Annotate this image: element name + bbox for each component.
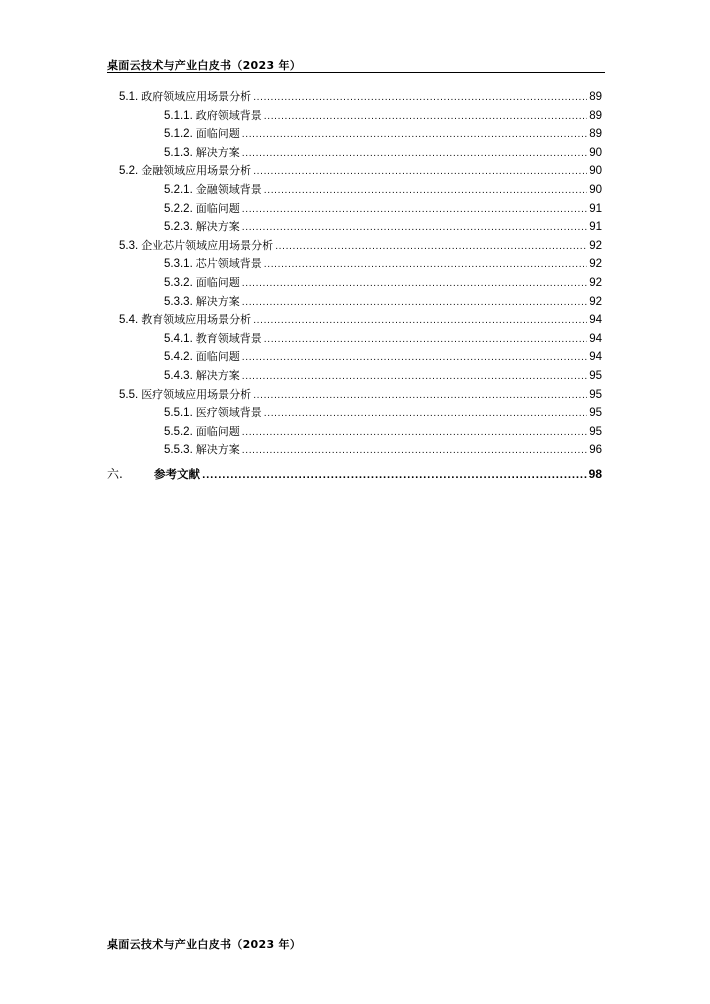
- toc-entry-page: 98: [588, 466, 602, 481]
- toc-entry-number: 5.1.: [119, 91, 139, 103]
- toc-dot-leader: [202, 465, 587, 486]
- toc-entry[interactable]: [107, 217, 602, 236]
- toc-entry-page: 91: [589, 221, 602, 234]
- toc-entry-page: 95: [589, 425, 602, 438]
- toc-dot-leader: [242, 366, 587, 387]
- toc-entry[interactable]: [107, 199, 602, 218]
- toc-entry-page: 94: [589, 351, 602, 364]
- toc-entry-page: 96: [589, 444, 602, 457]
- toc-dot-leader: [264, 329, 587, 350]
- toc-entry-title: 金融领域应用场景分析: [141, 164, 252, 178]
- toc-entry-number: 5.5.1.: [164, 407, 193, 420]
- toc-dot-leader: [253, 87, 587, 108]
- toc-entry-title: 解决方案: [195, 220, 240, 234]
- toc-entry-title: 政府领域背景: [195, 108, 262, 122]
- toc-entry-page: 92: [589, 276, 602, 289]
- toc-entry-page: 95: [589, 388, 602, 401]
- toc-entry[interactable]: [107, 273, 602, 292]
- toc-entry-page: 95: [589, 369, 602, 382]
- toc-entry-number: 5.3.2.: [164, 276, 193, 289]
- toc-entry-number: 5.2.: [119, 165, 139, 178]
- toc-entry-page: 91: [589, 202, 602, 215]
- toc-entry-title: 教育领域应用场景分析: [141, 313, 252, 327]
- toc-entry-page: 94: [589, 332, 602, 345]
- toc-entry-number: 5.3.: [119, 239, 139, 252]
- toc-entry-number: 5.3.1.: [164, 258, 193, 271]
- toc-dot-leader: [264, 180, 587, 201]
- toc-entry-title: 金融领域背景: [195, 182, 262, 196]
- toc-entry[interactable]: [107, 440, 602, 459]
- toc-entry-number: 5.4.3.: [164, 369, 193, 382]
- toc-dot-leader: [242, 440, 587, 461]
- toc-entry-number: 5.1.2.: [164, 128, 193, 141]
- toc-entry[interactable]: [107, 180, 602, 199]
- toc-dot-leader: [264, 254, 587, 275]
- toc-entry-title: 政府领域应用场景分析: [141, 90, 252, 103]
- toc-entry-page: 92: [589, 258, 602, 271]
- toc-dot-leader: [242, 199, 587, 220]
- table-of-contents: [107, 87, 602, 483]
- toc-entry-title: 解决方案: [195, 368, 240, 382]
- toc-entry[interactable]: [107, 143, 602, 162]
- toc-entry-number: 5.5.: [119, 388, 139, 401]
- toc-entry-page: 89: [589, 109, 602, 122]
- toc-entry-page: 90: [589, 165, 602, 178]
- toc-dot-leader: [242, 143, 587, 164]
- toc-entry[interactable]: [107, 422, 602, 441]
- toc-entry[interactable]: [107, 254, 602, 273]
- toc-entry-title: 企业芯片领域应用场景分析: [141, 238, 274, 252]
- toc-entry[interactable]: [107, 329, 602, 348]
- toc-entry-title: 面临问题: [195, 424, 240, 438]
- toc-entry-page: 90: [589, 183, 602, 196]
- toc-dot-leader: [242, 347, 587, 368]
- toc-entry[interactable]: [107, 403, 602, 422]
- toc-entry-title: 解决方案: [195, 294, 240, 308]
- toc-entry[interactable]: [107, 161, 602, 180]
- toc-dot-leader: [253, 310, 587, 331]
- toc-entry-number: 5.4.1.: [164, 332, 193, 345]
- toc-entry[interactable]: [107, 87, 602, 106]
- toc-entry[interactable]: [107, 366, 602, 385]
- toc-entry[interactable]: [107, 124, 602, 143]
- toc-entry-number: 5.5.3.: [164, 444, 193, 457]
- toc-entry[interactable]: [107, 292, 602, 311]
- toc-entry-page: 89: [589, 91, 602, 103]
- toc-entry-number: 5.1.3.: [164, 146, 193, 159]
- toc-entry-number: 六.: [107, 466, 123, 481]
- toc-dot-leader: [253, 385, 587, 406]
- toc-dot-leader: [242, 217, 587, 238]
- page-header: 桌面云技术与产业白皮书（2023 年）: [107, 59, 302, 72]
- toc-entry-page: 89: [589, 128, 602, 141]
- toc-entry-number: 5.4.: [119, 314, 139, 327]
- toc-entry-page: 95: [589, 407, 602, 420]
- toc-dot-leader: [242, 273, 587, 294]
- toc-dot-leader: [264, 403, 587, 424]
- toc-entry-title: 教育领域背景: [195, 331, 262, 345]
- toc-dot-leader: [242, 124, 587, 145]
- toc-entry-number: 5.2.1.: [164, 183, 193, 196]
- toc-entry-page: 90: [589, 146, 602, 159]
- toc-entry-title: 解决方案: [195, 443, 240, 457]
- toc-entry-title: 参考文献: [154, 466, 200, 481]
- toc-dot-leader: [253, 161, 587, 182]
- toc-dot-leader: [264, 106, 587, 127]
- toc-entry-title: 面临问题: [195, 127, 240, 141]
- toc-entry-number: 5.1.1.: [164, 109, 193, 122]
- toc-entry[interactable]: [107, 236, 602, 255]
- toc-entry[interactable]: [107, 465, 602, 484]
- page-footer: 桌面云技术与产业白皮书（2023 年）: [107, 938, 302, 951]
- toc-entry-title: 解决方案: [195, 145, 240, 159]
- toc-entry[interactable]: [107, 347, 602, 366]
- toc-entry-number: 5.3.3.: [164, 295, 193, 308]
- toc-entry-title: 芯片领域背景: [195, 257, 262, 271]
- toc-dot-leader: [275, 236, 587, 257]
- toc-entry-number: 5.5.2.: [164, 425, 193, 438]
- toc-entry[interactable]: [107, 385, 602, 404]
- toc-entry[interactable]: [107, 106, 602, 125]
- toc-dot-leader: [242, 292, 587, 313]
- toc-entry-page: 94: [589, 314, 602, 327]
- toc-entry-title: 医疗领域应用场景分析: [141, 387, 252, 401]
- toc-entry-number: 5.2.2.: [164, 202, 193, 215]
- toc-entry-page: 92: [589, 295, 602, 308]
- toc-dot-leader: [242, 422, 587, 443]
- toc-entry-page: 92: [589, 239, 602, 252]
- toc-entry-title: 面临问题: [195, 201, 240, 215]
- toc-entry-number: 5.4.2.: [164, 351, 193, 364]
- toc-entry[interactable]: [107, 310, 602, 329]
- toc-entry-number: 5.2.3.: [164, 221, 193, 234]
- toc-entry-title: 医疗领域背景: [195, 406, 262, 420]
- toc-entry-title: 面临问题: [195, 275, 240, 289]
- header-rule: [107, 72, 605, 73]
- toc-entry-title: 面临问题: [195, 350, 240, 364]
